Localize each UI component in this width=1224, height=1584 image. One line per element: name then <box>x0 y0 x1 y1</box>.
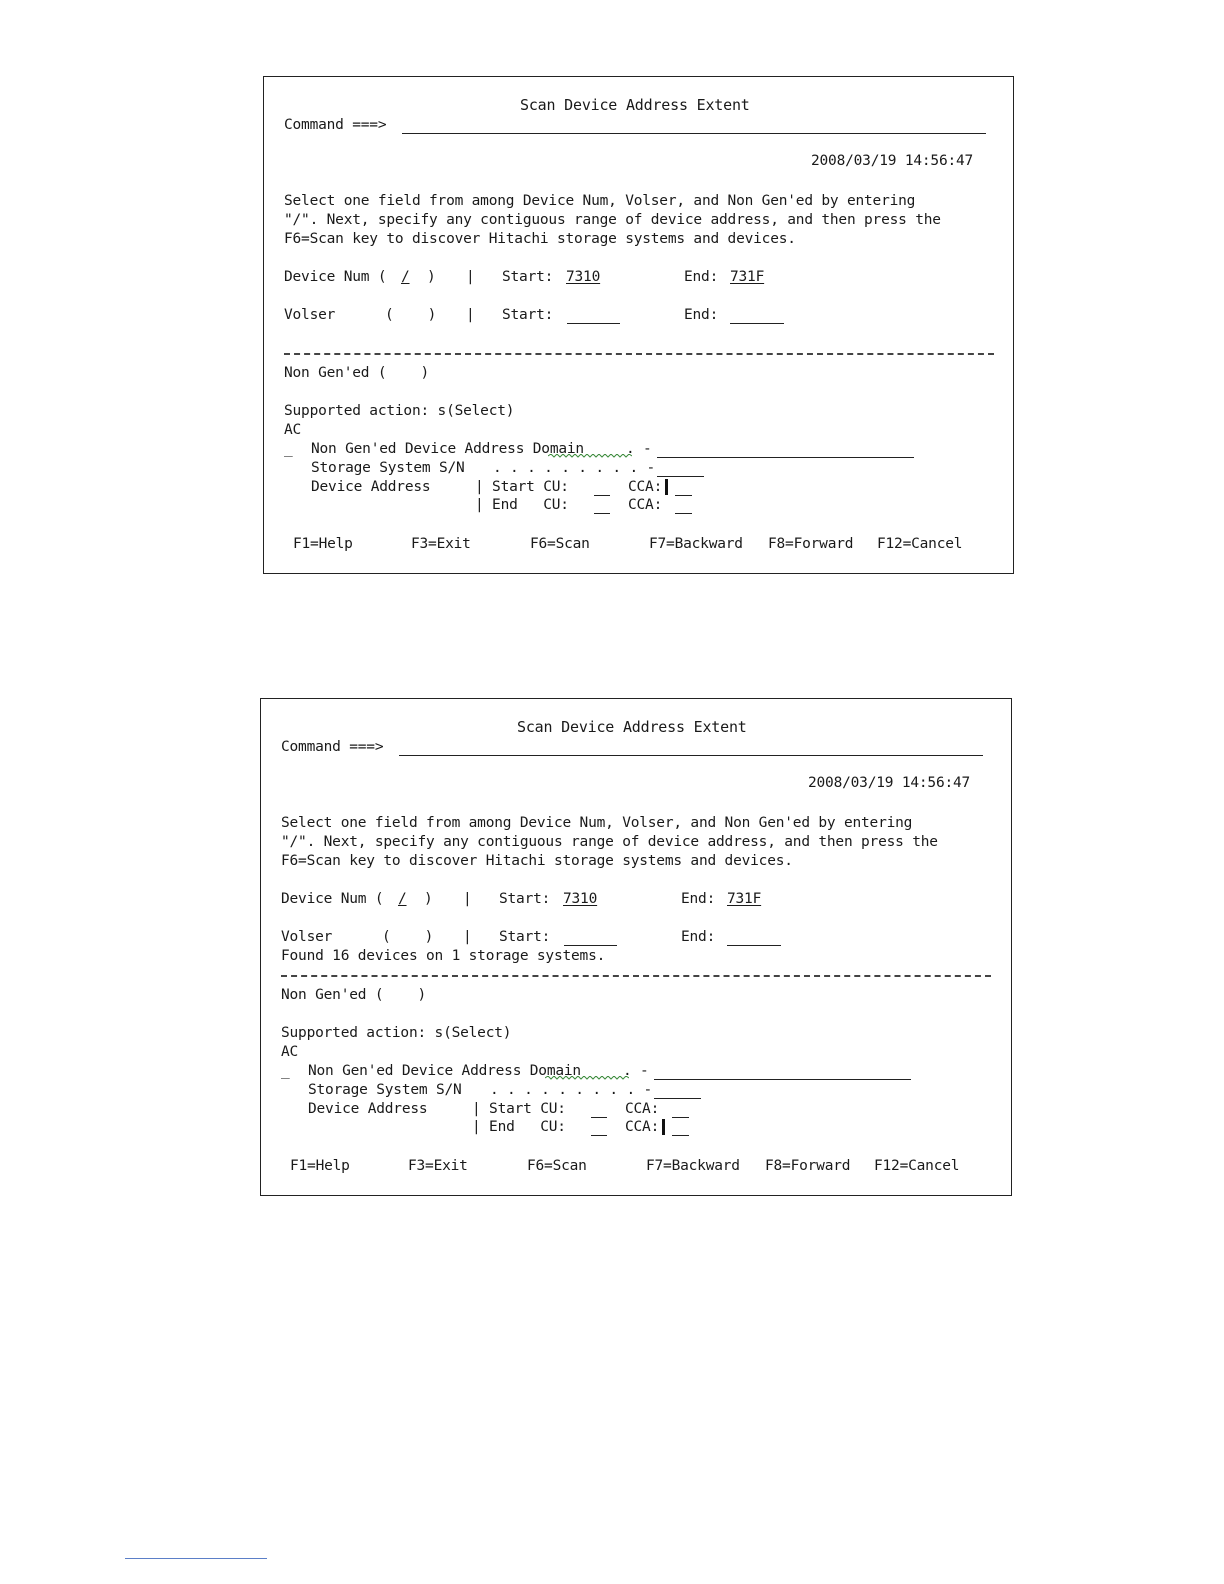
instruction-line-2: "/". Next, specify any contiguous range of device address, and then press the <box>284 212 941 228</box>
fkey-cancel[interactable]: F12=Cancel <box>874 1158 960 1174</box>
storage-sn-label: Storage System S/N <box>311 460 465 476</box>
separator: | <box>466 307 475 323</box>
device-num-select-field[interactable]: / <box>401 269 410 285</box>
volser-end-field[interactable] <box>730 323 784 324</box>
row-select-field[interactable]: _ <box>281 1063 290 1079</box>
command-input[interactable] <box>402 133 986 134</box>
volser-start-label: Start: <box>502 307 554 323</box>
domain-label: Non Gen'ed Device Address Domain <box>311 441 584 457</box>
device-num-end-field[interactable]: 731F <box>730 269 765 285</box>
non-gened-label: Non Gen'ed ( ) <box>284 365 430 381</box>
separator: | <box>466 269 475 285</box>
start-cca-label: CCA: <box>628 479 663 495</box>
non-gened-label: Non Gen'ed ( ) <box>281 987 427 1003</box>
fkey-help[interactable]: F1=Help <box>293 536 353 552</box>
device-num-end-label: End: <box>681 891 716 907</box>
end-cu-label: | End CU: <box>472 1119 566 1135</box>
footnote-separator <box>125 1558 267 1559</box>
divider <box>284 353 994 355</box>
volser-start-field[interactable] <box>564 945 617 946</box>
device-num-start-label: Start: <box>502 269 554 285</box>
storage-sn-field[interactable] <box>654 1098 701 1099</box>
storage-sn-dots: . . . . . . . . . - <box>493 460 656 476</box>
domain-label: Non Gen'ed Device Address Domain <box>308 1063 581 1079</box>
device-num-label: Device Num ( <box>281 891 384 907</box>
start-cu-label: | Start CU: <box>475 479 569 495</box>
supported-action: Supported action: s(Select) <box>284 403 515 419</box>
device-num-start-label: Start: <box>499 891 551 907</box>
domain-dots: . - <box>626 441 652 457</box>
volser-end-label: End: <box>684 307 719 323</box>
timestamp: 2008/03/19 14:56:47 <box>808 775 971 791</box>
fkey-backward[interactable]: F7=Backward <box>649 536 743 552</box>
instruction-line-1: Select one field from among Device Num, Volser, and Non Gen'ed by entering <box>284 193 916 209</box>
spellcheck-squiggle <box>545 1076 629 1080</box>
separator: | <box>463 891 472 907</box>
spellcheck-squiggle <box>548 454 632 458</box>
ac-header: AC <box>284 422 302 438</box>
instruction-line-3: F6=Scan key to discover Hitachi storage systems and devices. <box>281 853 793 869</box>
scan-panel-1 <box>263 76 1014 574</box>
storage-sn-label: Storage System S/N <box>308 1082 462 1098</box>
start-cca-field[interactable] <box>675 495 692 496</box>
instruction-line-3: F6=Scan key to discover Hitachi storage systems and devices. <box>284 231 796 247</box>
divider <box>281 975 991 977</box>
device-num-end-field[interactable]: 731F <box>727 891 762 907</box>
device-num-close: ) <box>424 891 433 907</box>
volser-label: Volser <box>281 929 333 945</box>
found-message: Found 16 devices on 1 storage systems. <box>281 948 606 964</box>
start-cu-field[interactable] <box>594 495 610 496</box>
domain-field[interactable] <box>657 457 914 458</box>
fkey-help[interactable]: F1=Help <box>290 1158 350 1174</box>
command-label: Command ===> <box>284 117 387 133</box>
text-cursor <box>662 1119 665 1135</box>
end-cca-field[interactable] <box>675 513 692 514</box>
fkey-scan[interactable]: F6=Scan <box>527 1158 587 1174</box>
start-cca-field[interactable] <box>672 1117 689 1118</box>
fkey-exit[interactable]: F3=Exit <box>408 1158 468 1174</box>
storage-sn-dots: . . . . . . . . . - <box>490 1082 653 1098</box>
fkey-scan[interactable]: F6=Scan <box>530 536 590 552</box>
supported-action: Supported action: s(Select) <box>281 1025 512 1041</box>
separator: | <box>463 929 472 945</box>
volser-select-field[interactable]: ( ) <box>385 307 437 323</box>
domain-field[interactable] <box>654 1079 911 1080</box>
instruction-line-1: Select one field from among Device Num, Volser, and Non Gen'ed by entering <box>281 815 913 831</box>
end-cca-label: CCA: <box>628 497 663 513</box>
row-select-field[interactable]: _ <box>284 441 293 457</box>
device-num-label: Device Num ( <box>284 269 387 285</box>
screen-title: Scan Device Address Extent <box>517 718 747 736</box>
fkey-backward[interactable]: F7=Backward <box>646 1158 740 1174</box>
screen-title: Scan Device Address Extent <box>520 96 750 114</box>
volser-label: Volser <box>284 307 336 323</box>
volser-start-label: Start: <box>499 929 551 945</box>
end-cu-field[interactable] <box>591 1135 607 1136</box>
device-num-close: ) <box>427 269 436 285</box>
timestamp: 2008/03/19 14:56:47 <box>811 153 974 169</box>
device-num-end-label: End: <box>684 269 719 285</box>
command-input[interactable] <box>399 755 983 756</box>
instruction-line-2: "/". Next, specify any contiguous range of device address, and then press the <box>281 834 938 850</box>
device-address-label: Device Address <box>311 479 431 495</box>
start-cu-label: | Start CU: <box>472 1101 566 1117</box>
device-num-start-field[interactable]: 7310 <box>563 891 598 907</box>
end-cca-field[interactable] <box>672 1135 689 1136</box>
domain-dots: . - <box>623 1063 649 1079</box>
volser-start-field[interactable] <box>567 323 620 324</box>
volser-end-field[interactable] <box>727 945 781 946</box>
storage-sn-field[interactable] <box>657 476 704 477</box>
end-cu-field[interactable] <box>594 513 610 514</box>
volser-select-field[interactable]: ( ) <box>382 929 434 945</box>
command-label: Command ===> <box>281 739 384 755</box>
ac-header: AC <box>281 1044 299 1060</box>
fkey-forward[interactable]: F8=Forward <box>768 536 854 552</box>
device-num-select-field[interactable]: / <box>398 891 407 907</box>
volser-end-label: End: <box>681 929 716 945</box>
text-cursor <box>665 479 668 495</box>
start-cu-field[interactable] <box>591 1117 607 1118</box>
device-address-label: Device Address <box>308 1101 428 1117</box>
end-cca-label: CCA: <box>625 1119 660 1135</box>
device-num-start-field[interactable]: 7310 <box>566 269 601 285</box>
scan-panel-2 <box>260 698 1012 1196</box>
fkey-forward[interactable]: F8=Forward <box>765 1158 851 1174</box>
start-cca-label: CCA: <box>625 1101 660 1117</box>
end-cu-label: | End CU: <box>475 497 569 513</box>
fkey-cancel[interactable]: F12=Cancel <box>877 536 963 552</box>
fkey-exit[interactable]: F3=Exit <box>411 536 471 552</box>
